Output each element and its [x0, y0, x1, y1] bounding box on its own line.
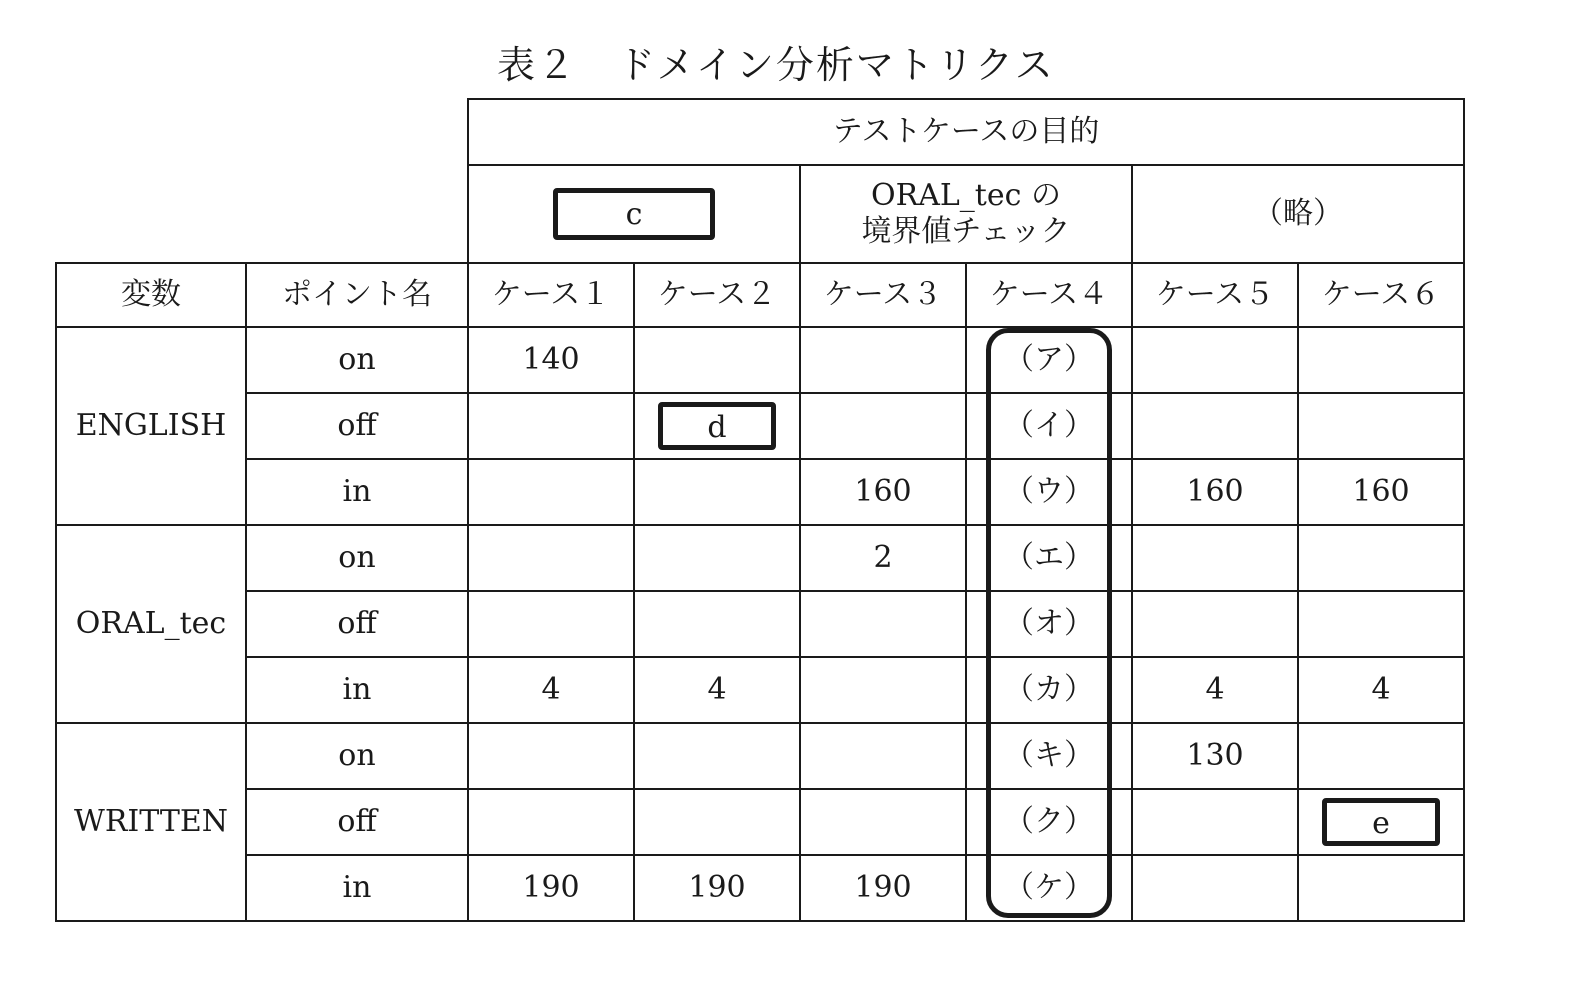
cell-blank-label: （カ）	[966, 657, 1132, 723]
answer-box-e: e	[1322, 798, 1440, 846]
variable-name: ORAL_tec	[56, 525, 246, 723]
cell-blank-label: （エ）	[966, 525, 1132, 591]
cell-value	[468, 525, 634, 591]
cell-value	[800, 591, 966, 657]
cell-value	[1298, 327, 1464, 393]
cell-value	[1298, 855, 1464, 921]
cell-value: 160	[800, 459, 966, 525]
purpose-group-omitted: （略）	[1132, 165, 1464, 263]
cell-blank-label: （ク）	[966, 789, 1132, 855]
cell-value	[468, 393, 634, 459]
table-row	[56, 327, 1464, 393]
cell-value	[468, 591, 634, 657]
table-row	[56, 525, 1464, 591]
cell-value: 160	[1298, 459, 1464, 525]
cell-value	[634, 723, 800, 789]
table-row	[56, 789, 1464, 855]
column-header-row	[56, 263, 1464, 327]
case-header: ケース４	[966, 263, 1132, 327]
point-name: off	[246, 789, 468, 855]
table-row	[56, 855, 1464, 921]
cell-value	[1132, 789, 1298, 855]
cell-value	[1132, 855, 1298, 921]
table-row	[56, 657, 1464, 723]
cell-value	[1298, 591, 1464, 657]
cell-value	[800, 327, 966, 393]
cell-value	[800, 723, 966, 789]
cell-value: 130	[1132, 723, 1298, 789]
cell-value	[1132, 591, 1298, 657]
cell-value: 4	[1298, 657, 1464, 723]
cell-value	[468, 789, 634, 855]
point-name: in	[246, 459, 468, 525]
purpose-header: テストケースの目的	[468, 99, 1464, 165]
point-name: on	[246, 723, 468, 789]
answer-box-d: d	[658, 402, 776, 450]
cell-value: 190	[634, 855, 800, 921]
cell-value: 190	[468, 855, 634, 921]
cell-value	[634, 525, 800, 591]
variable-name: ENGLISH	[56, 327, 246, 525]
point-name: on	[246, 327, 468, 393]
cell-blank-label: （オ）	[966, 591, 1132, 657]
point-name: in	[246, 657, 468, 723]
case-header: ケース３	[800, 263, 966, 327]
cell-blank-label: （ウ）	[966, 459, 1132, 525]
cell-value: 4	[1132, 657, 1298, 723]
cell-value	[634, 327, 800, 393]
point-name: on	[246, 525, 468, 591]
purpose-group-c	[468, 165, 800, 263]
cell-value	[634, 789, 800, 855]
cell-value: 190	[800, 855, 966, 921]
cell-answer-e	[1298, 789, 1464, 855]
table-row	[56, 723, 1464, 789]
cell-value: 140	[468, 327, 634, 393]
cell-value	[634, 591, 800, 657]
purpose-header-row	[56, 99, 1464, 165]
table-row	[56, 459, 1464, 525]
case-header: ケース６	[1298, 263, 1464, 327]
cell-value	[800, 393, 966, 459]
purpose-group-line2: 境界値チェック	[861, 214, 1071, 249]
variable-name: WRITTEN	[56, 723, 246, 921]
point-col-header: ポイント名	[246, 263, 468, 327]
cell-value	[1132, 327, 1298, 393]
point-name: off	[246, 591, 468, 657]
cell-value: 4	[634, 657, 800, 723]
cell-value	[1298, 723, 1464, 789]
case-header: ケース２	[634, 263, 800, 327]
answer-box-c: c	[553, 188, 715, 240]
cell-value	[1298, 393, 1464, 459]
cell-blank-label: （イ）	[966, 393, 1132, 459]
cell-value: 160	[1132, 459, 1298, 525]
case-header: ケース５	[1132, 263, 1298, 327]
cell-blank-label: （ア）	[966, 327, 1132, 393]
cell-value: 2	[800, 525, 966, 591]
blank-corner	[56, 99, 468, 263]
point-name: off	[246, 393, 468, 459]
cell-value	[800, 789, 966, 855]
cell-value	[468, 723, 634, 789]
purpose-group-oral-boundary	[800, 165, 1132, 263]
cell-value	[634, 459, 800, 525]
cell-value: 4	[468, 657, 634, 723]
cell-value	[1132, 525, 1298, 591]
cell-value	[1298, 525, 1464, 591]
table-row	[56, 591, 1464, 657]
cell-value	[1132, 393, 1298, 459]
variable-col-header: 変数	[56, 263, 246, 327]
table-title: 表２ ドメイン分析マトリクス	[497, 43, 1055, 87]
domain-analysis-matrix	[55, 98, 1465, 922]
table-row	[56, 393, 1464, 459]
cell-answer-d	[634, 393, 800, 459]
cell-value	[800, 657, 966, 723]
cell-value	[468, 459, 634, 525]
cell-blank-label: （キ）	[966, 723, 1132, 789]
case-header: ケース１	[468, 263, 634, 327]
purpose-group-line1: ORAL_tec の	[871, 178, 1061, 213]
point-name: in	[246, 855, 468, 921]
cell-blank-label: （ケ）	[966, 855, 1132, 921]
